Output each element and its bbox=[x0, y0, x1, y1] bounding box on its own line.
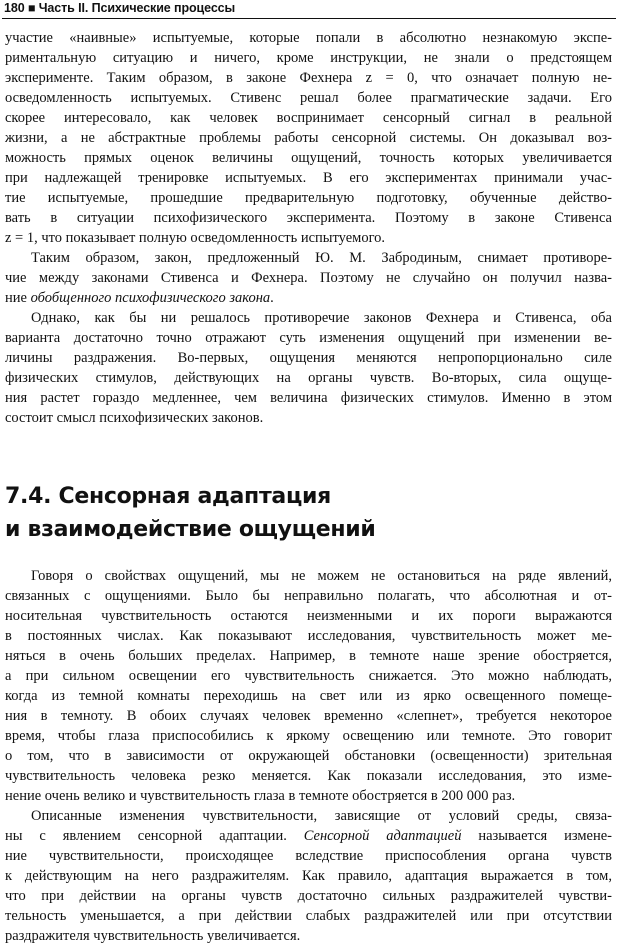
text-line: тельность уменьшается, а при действии слабых раздражителей или при отсутствии bbox=[5, 908, 612, 924]
text-line: ния растет гораздо медленнее, чем величина физических стимулов. Именно в этом bbox=[5, 390, 612, 406]
text-line: о том, что в зависимости от окружающей обстановки (освещенности) зрительная bbox=[5, 748, 612, 764]
text-line: скорее интересовало, как человек воспринимает сенсорный сигнал в реальной bbox=[5, 110, 612, 126]
text-line: Таким образом, закон, предложенный Ю. М. Забродиным, снимает противоре- bbox=[31, 250, 612, 266]
running-header-text: 180 ■ Часть II. Психические процессы bbox=[4, 1, 236, 15]
text-line: тие испытуемые, прошедшие предварительную подготовку, обученные действо- bbox=[5, 190, 612, 206]
text-line: состоит смысл психофизических законов. bbox=[5, 410, 264, 426]
text-line: раздражителя чувствительность увеличивается. bbox=[5, 928, 301, 944]
text-line: эксперименте. Таким образом, в законе Фехнера z = 0, что означает полную не- bbox=[5, 70, 612, 86]
text-line: когда из темной комнаты переходишь на свет или из ярко освещенного помеще- bbox=[5, 688, 612, 704]
text-line: чувствительность человека резко меняется. Как показали исследования, это изме- bbox=[5, 768, 612, 784]
paragraphs-after-section bbox=[5, 566, 612, 946]
text-line: z = 1, что показывает полную осведомленность испытуемого. bbox=[5, 230, 386, 246]
section-heading-line-1: 7.4. Сенсорная адаптация bbox=[5, 484, 331, 509]
section-heading-line-2: и взаимодействие ощущений bbox=[5, 517, 376, 542]
text-line: нение очень велико и чувствительность глаза в темноте обостряется в 200 000 раз. bbox=[5, 788, 516, 804]
text-line: чие между законами Стивенса и Фехнера. Поэтому не случайно он получил назва- bbox=[5, 270, 612, 286]
text-line: что при действии на органы чувств достаточно сильных раздражителей чувстви- bbox=[5, 888, 612, 904]
header-rule bbox=[2, 18, 616, 19]
text-line: жизни, а не абстрактные проблемы работы сенсорной системы. Он доказывал воз- bbox=[5, 130, 612, 146]
section-heading bbox=[5, 480, 612, 546]
text-line: ние обобщенного психофизического закона. bbox=[5, 290, 274, 306]
text-line: ние чувствительности, происходящее вследствие приспособления органа чувств bbox=[5, 848, 612, 864]
text-line: ния в темноту. В обоих случаях человек временно «слепнет», требуется некоторое bbox=[5, 708, 612, 724]
text-line: при надлежащей тренировке испытуемых. В его экспериментах принимали учас- bbox=[5, 170, 612, 186]
text-line: варианта достаточно точно отражают суть изменения ощущений при изменении ве- bbox=[5, 330, 612, 346]
running-header bbox=[2, 0, 616, 22]
text-line: вать в ситуации психофизического эксперимента. Поэтому в законе Стивенса bbox=[5, 210, 612, 226]
text-line: ны с явлением сенсорной адаптации. Сенсорной адаптацией называется измене- bbox=[5, 828, 612, 844]
text-line: к действующим на него раздражителям. Как правило, адаптация выражается в том, bbox=[5, 868, 612, 884]
text-line: в постоянных числах. Как показывают исследования, чувствительность может ме- bbox=[5, 628, 612, 644]
text-line: риментальную ситуацию и ничего, кроме инструкции, не знали о предстоящем bbox=[5, 50, 612, 66]
text-line: Однако, как бы ни решалось противоречие законов Фехнера и Стивенса, оба bbox=[31, 310, 612, 326]
text-line: связанных с ощущениями. Было бы неправильно полагать, что абсолютная и от- bbox=[5, 588, 612, 604]
text-line: участие «наивные» испытуемые, которые попали в абсолютно незнакомую экспе- bbox=[5, 30, 612, 46]
text-line: а при сильном освещении его чувствительность снижается. Это можно наблюдать, bbox=[5, 668, 612, 684]
text-line: няться в очень больших пределах. Например, в темноте наше зрение обостряется, bbox=[5, 648, 612, 664]
text-line: физических стимулов, действующих на органы чувств. Во-вторых, сила ощуще- bbox=[5, 370, 612, 386]
text-line: можность прямых оценок величины ощущений, точность которых увеличивается bbox=[5, 150, 612, 166]
paragraphs-before-section bbox=[5, 28, 612, 428]
text-line: личины раздражения. Во-первых, ощущения меняются непропорционально силе bbox=[5, 350, 612, 366]
text-line: Описанные изменения чувствительности, зависящие от условий среды, связа- bbox=[31, 808, 612, 824]
text-line: Говоря о свойствах ощущений, мы не можем не остановиться на ряде явлений, bbox=[31, 568, 612, 584]
text-line: время, чтобы глаза приспособились к яркому освещению или темноте. Это говорит bbox=[5, 728, 612, 744]
text-line: осведомленность испытуемых. Стивенс решал более прагматические задачи. Его bbox=[5, 90, 612, 106]
text-line: носительная чувствительность остаются неизменными и их пороги выражаются bbox=[5, 608, 612, 624]
